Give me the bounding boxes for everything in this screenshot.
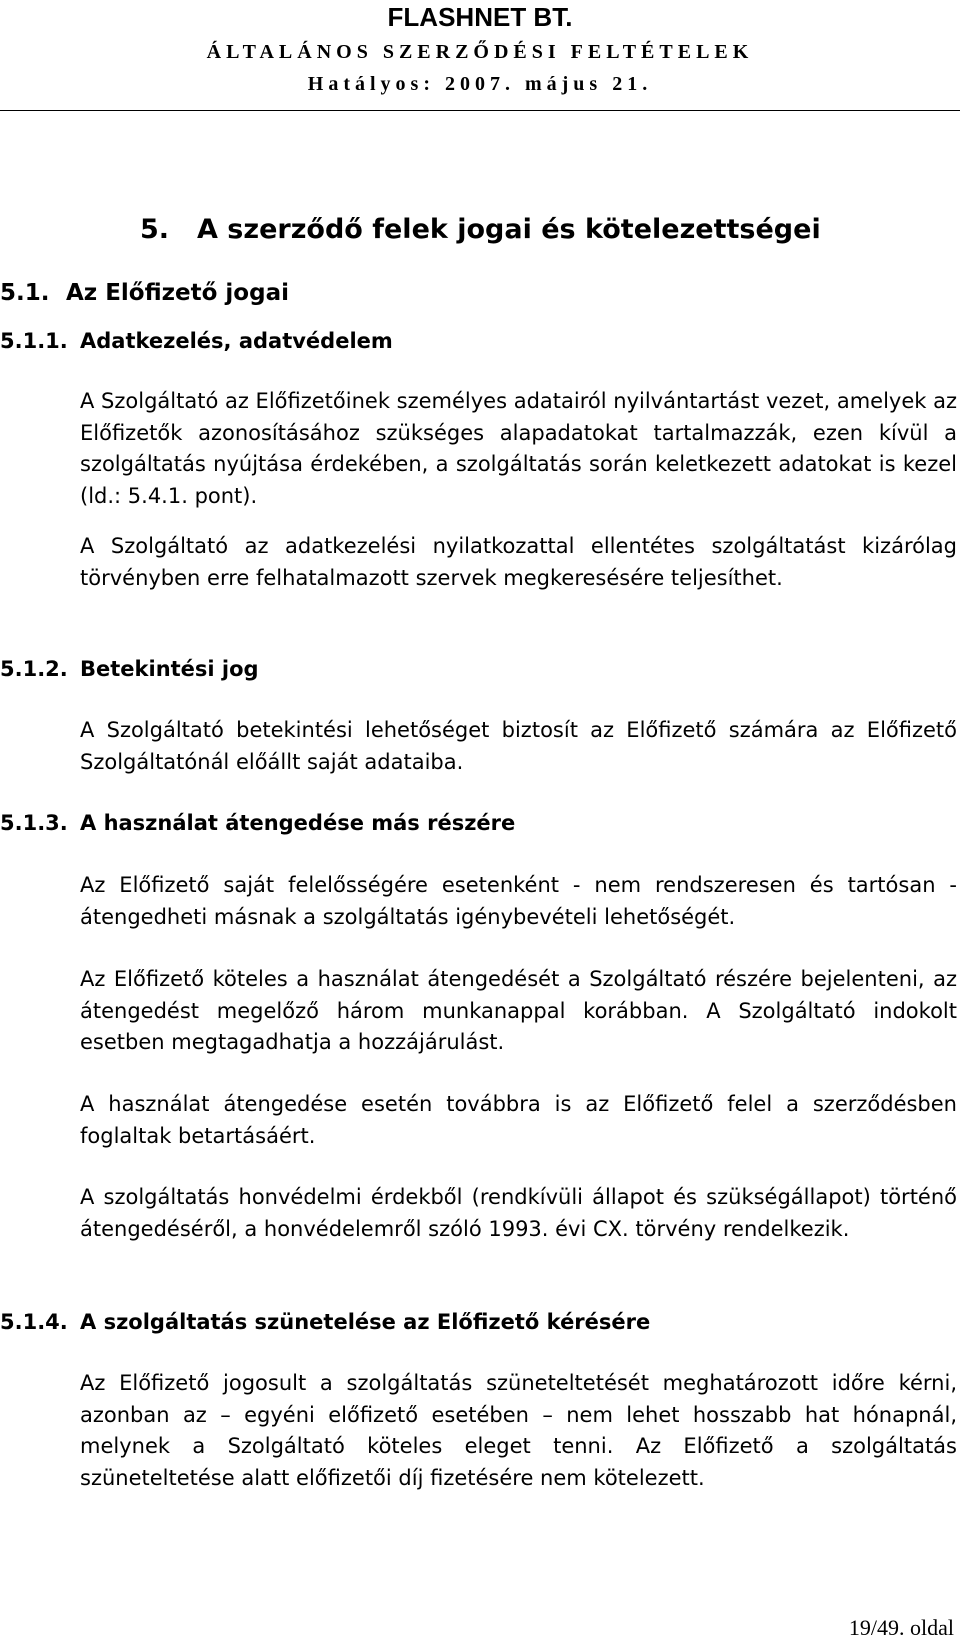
paragraph: A használat átengedése esetén továbbra is az Előfizető felel a szerződésben foglaltak betartásáért. bbox=[80, 1092, 957, 1148]
subsection-number: 5.1.4. bbox=[0, 1310, 68, 1334]
header-divider bbox=[0, 110, 960, 111]
subsection-heading bbox=[0, 808, 515, 838]
subsection-title: Adatkezelés, adatvédelem bbox=[80, 329, 393, 353]
page-header bbox=[0, 0, 960, 112]
section-heading bbox=[0, 278, 289, 308]
chapter-number: 5. bbox=[140, 214, 170, 245]
paragraph: Az Előfizető köteles a használat átengedését a Szolgáltató részére bejelenteni, az átengedést megelőző három munkanappal korábban. A Szolgáltató indokolt esetben megtagadhatja a hozzájárulást. bbox=[80, 967, 957, 1054]
subsection-title: A használat átengedése más részére bbox=[80, 811, 516, 835]
subsection-number: 5.1.1. bbox=[0, 329, 68, 353]
section-title: Az Előfizető jogai bbox=[66, 280, 289, 306]
paragraph: Az Előfizető jogosult a szolgáltatás szüneteltetését meghatározott időre kérni, azonban az – egyéni előfizető esetében – nem lehet hosszabb hat hónapnál, melynek a Szolgáltató köteles eleget tenni. Az Előfizető a szolgáltatás szüneteltetése alatt előfizetői díj fizetésére nem kötelezett. bbox=[80, 1371, 957, 1490]
company-name: FLASHNET BT. bbox=[387, 2, 573, 32]
document-title: ÁLTALÁNOS SZERZŐDÉSI FELTÉTELEK bbox=[206, 41, 754, 63]
effective-date: Hatályos: 2007. május 21. bbox=[307, 73, 653, 95]
subsection-title: Betekintési jog bbox=[80, 657, 259, 681]
subsection-heading bbox=[0, 654, 259, 684]
subsection-title: A szolgáltatás szünetelése az Előfizető kérésére bbox=[80, 1310, 651, 1334]
paragraph: A Szolgáltató betekintési lehetőséget biztosít az Előfizető számára az Előfizető Szolgáltatónál előállt saját adataiba. bbox=[80, 718, 957, 774]
chapter-title: A szerződő felek jogai és kötelezettségei bbox=[197, 214, 821, 245]
paragraph: A Szolgáltató az Előfizetőinek személyes adatairól nyilvántartást vezet, amelyek az Előfizetők azonosításához szükséges alapadatokat tartalmazzák, ezen kívül a szolgáltatás nyújtása érdekében, a szolgáltatás során keletkezett adatokat is kezel (ld.: 5.4.1. pont). bbox=[80, 389, 957, 508]
page-number: 19/49. oldal bbox=[848, 1615, 954, 1640]
paragraph: Az Előfizető saját felelősségére esetenként - nem rendszeresen és tartósan - átengedheti másnak a szolgáltatás igénybevételi lehetőségét. bbox=[80, 873, 957, 929]
subsection-number: 5.1.2. bbox=[0, 657, 68, 681]
chapter-heading bbox=[140, 212, 821, 248]
paragraph: A szolgáltatás honvédelmi érdekből (rendkívüli állapot és szükségállapot) történő átengedéséről, a honvédelemről szóló 1993. évi CX. törvény rendelkezik. bbox=[80, 1185, 957, 1241]
subsection-number: 5.1.3. bbox=[0, 811, 68, 835]
section-number: 5.1. bbox=[0, 280, 50, 306]
paragraph: A Szolgáltató az adatkezelési nyilatkozattal ellentétes szolgáltatást kizárólag törvényben erre felhatalmazott szervek megkeresésére teljesíthet. bbox=[80, 534, 957, 590]
subsection-heading bbox=[0, 326, 393, 356]
subsection-heading bbox=[0, 1307, 650, 1337]
